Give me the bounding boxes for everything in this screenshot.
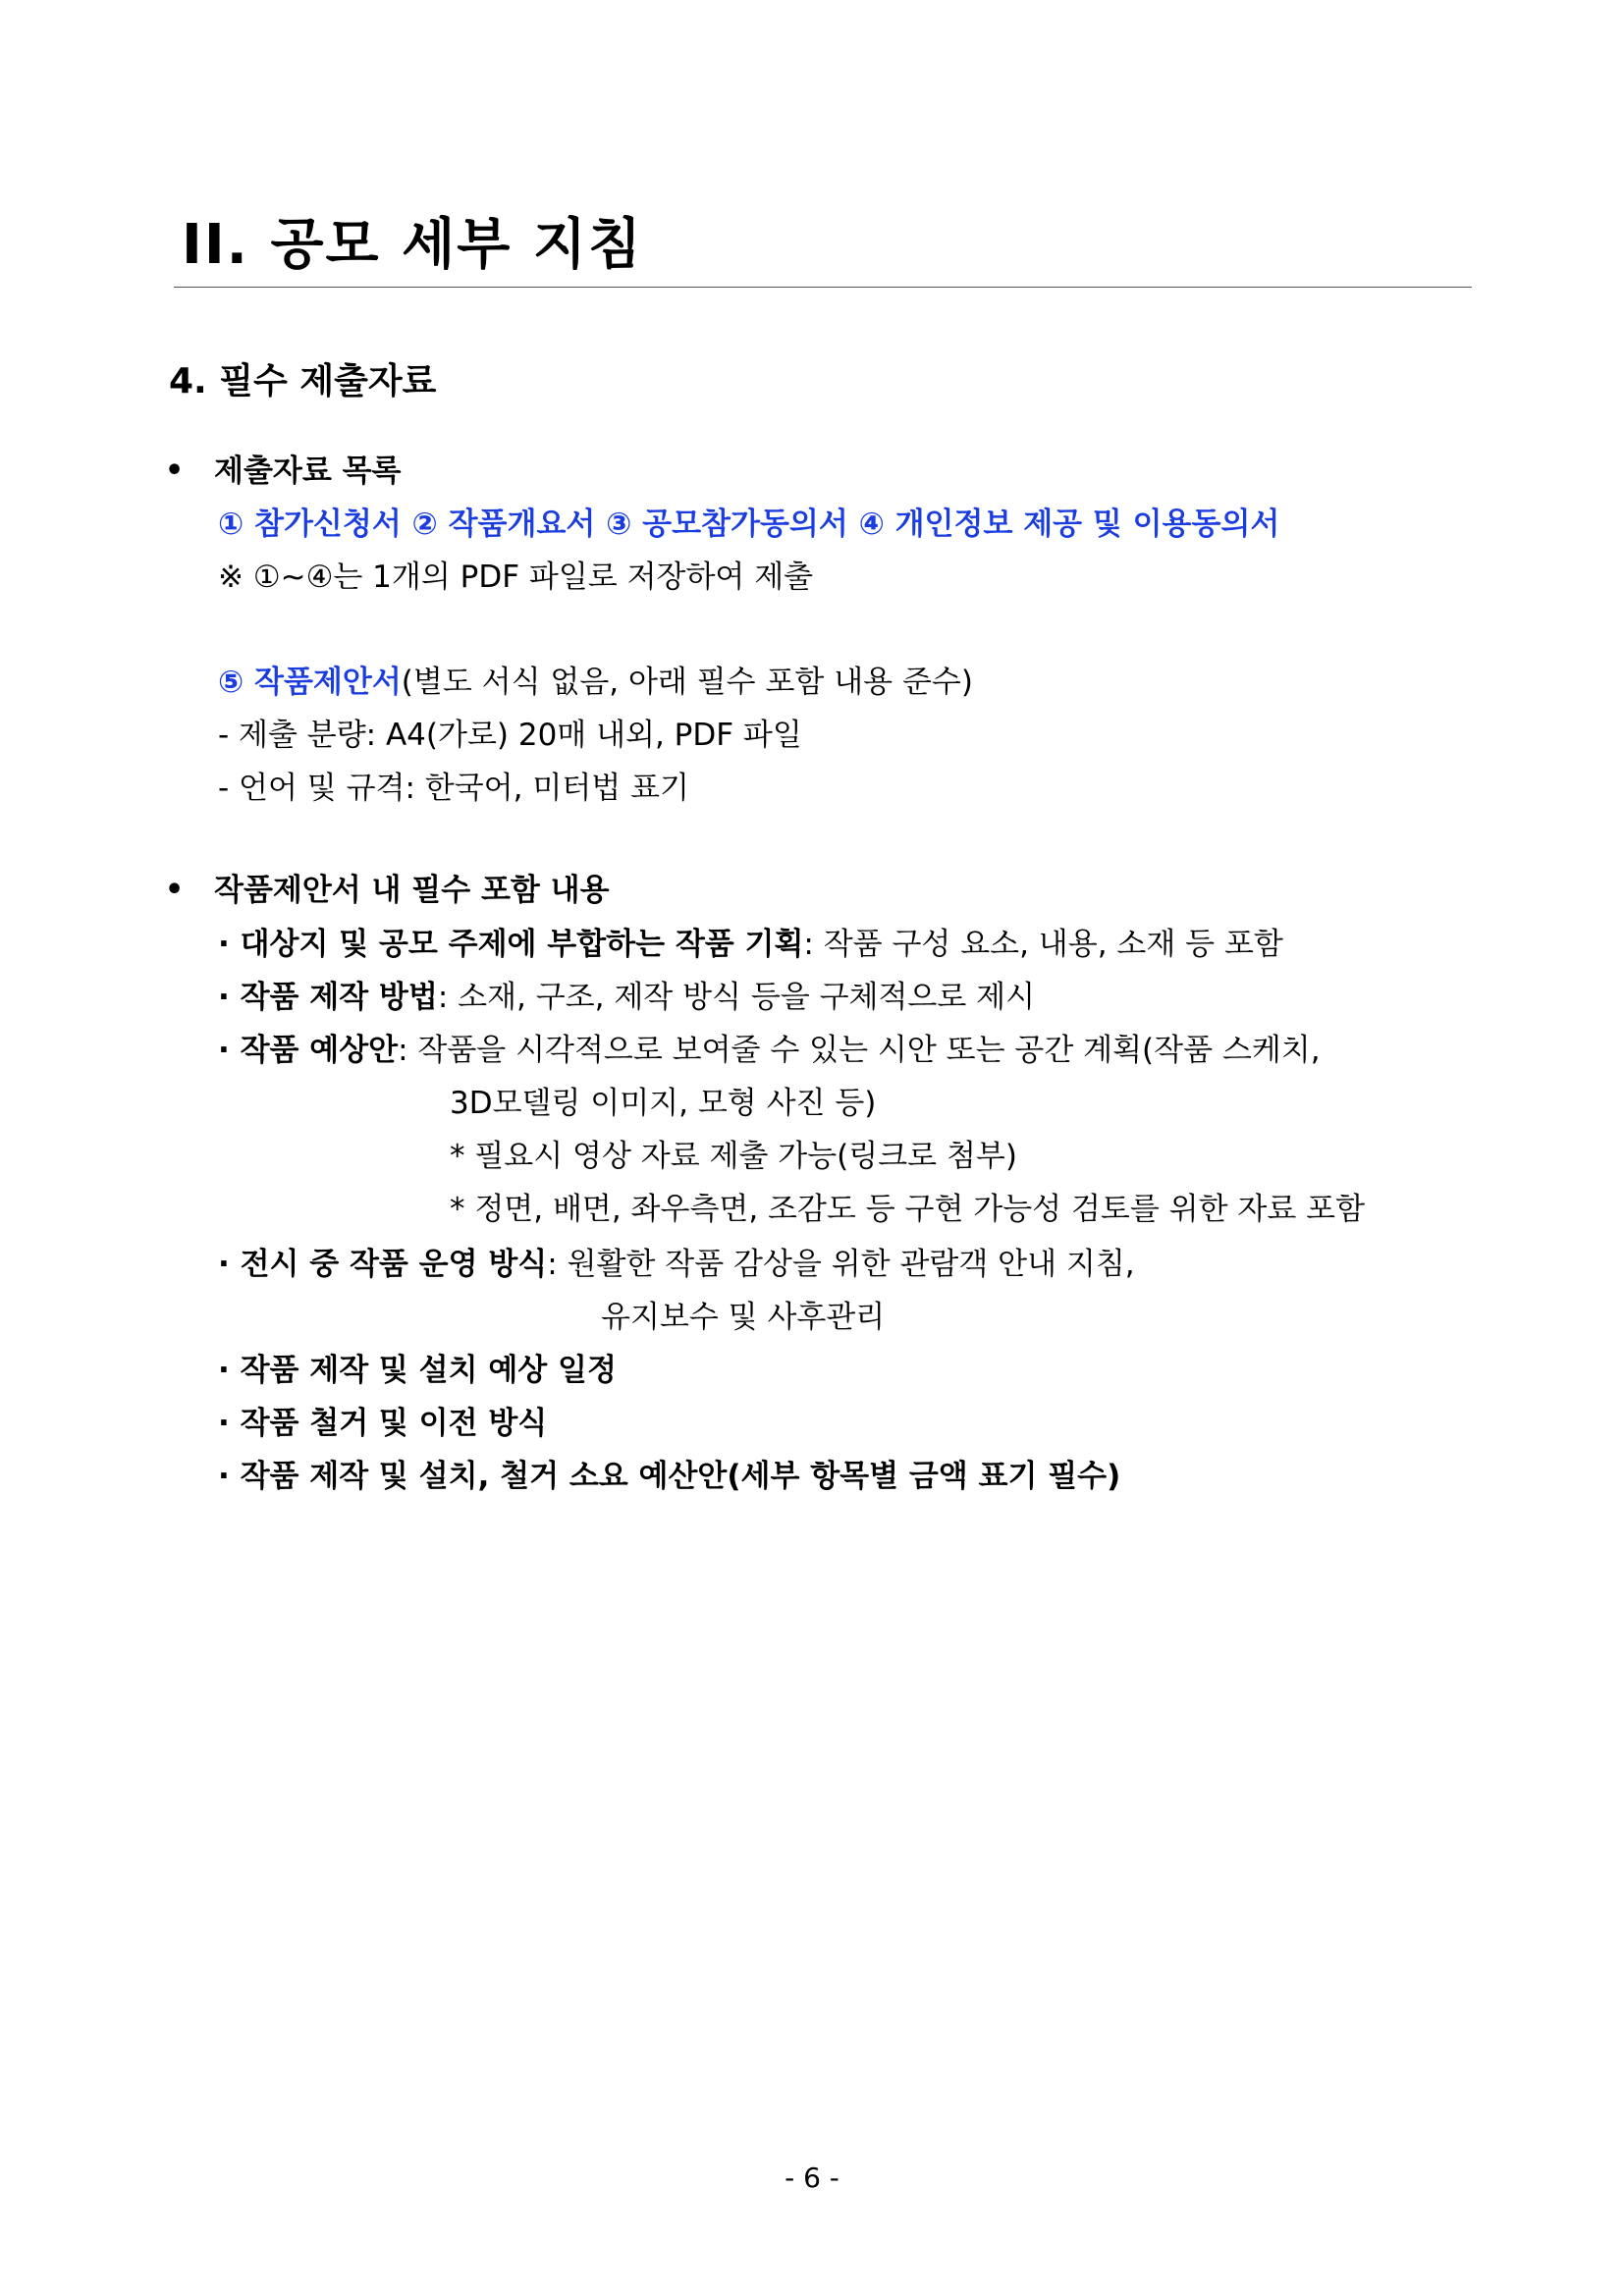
block2-heading: 작품제안서 내 필수 포함 내용 — [214, 873, 610, 908]
title-divider — [174, 287, 1472, 288]
list-item-label: · 작품 제작 방법 — [218, 980, 438, 1015]
bullet-icon: • — [165, 454, 185, 488]
list-item — [218, 1245, 1135, 1284]
list-item: · 작품 제작 및 설치, 철거 소요 예산안(세부 항목별 금액 표기 필수) — [218, 1459, 1121, 1494]
list-item-text: : 소재, 구조, 제작 방식 등을 구체적으로 제시 — [437, 980, 1036, 1015]
block1-heading: 제출자료 목록 — [214, 454, 402, 489]
list-item-label: · 대상지 및 공모 주제에 부합하는 작품 기획 — [218, 927, 804, 962]
bullet-icon: • — [165, 873, 185, 907]
required-items-line: ① 참가신청서 ② 작품개요서 ③ 공모참가동의서 ④ 개인정보 제공 및 이용동의서 — [218, 507, 1280, 542]
page-number: - 6 - — [785, 2162, 839, 2194]
list-item: · 작품 제작 및 설치 예상 일정 — [218, 1353, 617, 1388]
list-item-text: : 원활한 작품 감상을 위한 관람객 안내 지침, — [547, 1247, 1135, 1282]
item5-label: ⑤ 작품제안서 — [218, 665, 402, 700]
list-item-label: · 작품 예상안 — [218, 1033, 399, 1068]
section-title: 4. 필수 제출자료 — [169, 361, 437, 401]
pdf-note: ※ ①~④는 1개의 PDF 파일로 저장하여 제출 — [218, 560, 814, 595]
list-item-text: : 작품 구성 요소, 내용, 소재 등 포함 — [803, 927, 1283, 962]
list-item-continuation: 3D모델링 이미지, 모형 사진 등) — [450, 1086, 877, 1121]
list-item-text: : 작품을 시각적으로 보여줄 수 있는 시안 또는 공간 계획(작품 스케치, — [398, 1033, 1321, 1068]
list-item — [218, 978, 1035, 1017]
item5-line — [218, 663, 973, 702]
list-item-note: * 정면, 배면, 좌우측면, 조감도 등 구현 가능성 검토를 위한 자료 포함 — [450, 1192, 1366, 1227]
list-item-note: * 필요시 영상 자료 제출 가능(링크로 첨부) — [450, 1139, 1017, 1174]
item5-sub-language: - 언어 및 규격: 한국어, 미터법 표기 — [218, 771, 689, 806]
list-item — [218, 1031, 1321, 1070]
chapter-title: II. 공모 세부 지침 — [182, 213, 644, 277]
item5-sub-volume: - 제출 분량: A4(가로) 20매 내외, PDF 파일 — [218, 718, 802, 753]
list-item: · 작품 철거 및 이전 방식 — [218, 1406, 548, 1441]
item5-desc: (별도 서식 없음, 아래 필수 포함 내용 준수) — [401, 665, 973, 700]
list-item — [218, 925, 1283, 964]
list-item-label: · 전시 중 작품 운영 방식 — [218, 1247, 548, 1282]
list-item-continuation: 유지보수 및 사후관리 — [601, 1300, 886, 1335]
